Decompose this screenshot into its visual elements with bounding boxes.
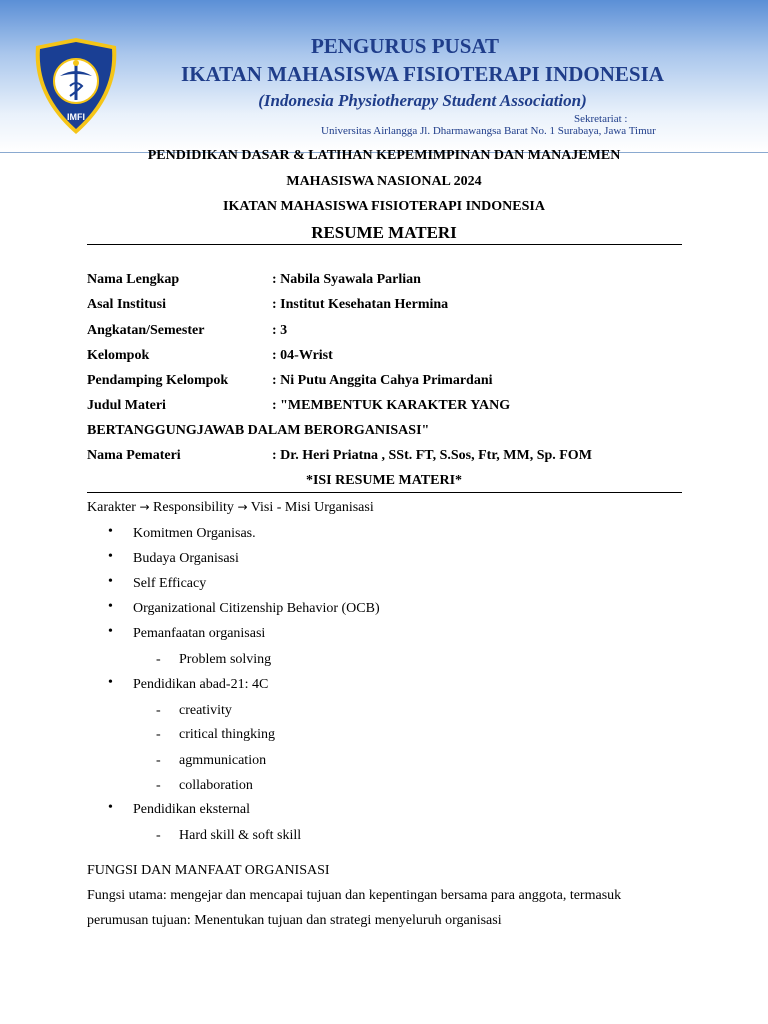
bullet-icon: • xyxy=(108,549,113,564)
sub-list-item: Hard skill & soft skill xyxy=(179,828,302,843)
list-item: Pendidikan abad-21: 4C xyxy=(133,677,269,692)
list-item: Organizational Citizenship Behavior (OCB) xyxy=(133,601,380,616)
header-pengurus: PENGURUS PUSAT xyxy=(310,34,500,58)
bullet-icon: • xyxy=(108,524,113,539)
list-item: Pemanfaatan organisasi xyxy=(133,626,266,641)
sub-list-item: Problem solving xyxy=(179,652,272,667)
doc-title-line1: PENDIDIKAN DASAR & LATIHAN KEPEMIMPINAN DAN MANAJEMEN xyxy=(147,148,621,163)
header-subtitle: (Indonesia Physiotherapy Student Association) xyxy=(258,91,587,110)
letterhead xyxy=(0,0,768,153)
sub-list-item: collaboration xyxy=(179,778,253,793)
sub-list-item: creativity xyxy=(179,703,232,718)
sub-list-item: critical thingking xyxy=(179,727,276,742)
logo-abbr: IMFI xyxy=(67,112,85,122)
sub-list-item: agmmunication xyxy=(179,753,267,768)
bullet-icon: • xyxy=(108,675,113,690)
bullet-icon: • xyxy=(108,599,113,614)
dash-icon: - xyxy=(156,778,161,793)
arrow-right-icon: → xyxy=(139,500,150,514)
flow-line: Karakter → Responsibility → Visi - Misi Urganisasi xyxy=(87,500,374,515)
doc-title-line2: MAHASISWA NASIONAL 2024 xyxy=(286,174,482,189)
arrow-right-icon: → xyxy=(237,500,248,514)
dash-icon: - xyxy=(156,652,161,667)
sekretariat-address: Universitas Airlangga Jl. Dharmawangsa Barat No. 1 Surabaya, Jawa Timur xyxy=(321,125,656,137)
bullet-icon: • xyxy=(108,800,113,815)
dash-icon: - xyxy=(156,753,161,768)
judul-continuation: BERTANGGUNGJAWAB DALAM BERORGANISASI" xyxy=(87,423,430,438)
isi-divider xyxy=(87,492,682,493)
title-divider xyxy=(87,244,682,245)
doc-title-resume: RESUME MATERI xyxy=(311,223,457,242)
section-heading-fungsi: FUNGSI DAN MANFAAT ORGANISASI xyxy=(87,863,330,878)
list-item: Pendidikan eksternal xyxy=(133,802,251,817)
bullet-icon: • xyxy=(108,574,113,589)
bullet-icon: • xyxy=(108,624,113,639)
list-item: Budaya Organisasi xyxy=(133,551,239,566)
list-item: Komitmen Organisas. xyxy=(133,526,256,541)
dash-icon: - xyxy=(156,727,161,742)
list-item: Self Efficacy xyxy=(133,576,207,591)
doc-title-line3: IKATAN MAHASISWA FISIOTERAPI INDONESIA xyxy=(223,199,545,214)
dash-icon: - xyxy=(156,828,161,843)
sekretariat-label: Sekretariat : xyxy=(574,113,628,125)
isi-resume-heading: *ISI RESUME MATERI* xyxy=(305,473,463,488)
header-organization: IKATAN MAHASISWA FISIOTERAPI INDONESIA xyxy=(181,62,664,86)
paragraph-line: perumusan tujuan: Menentukan tujuan dan strategi menyeluruh organisasi xyxy=(87,913,502,928)
paragraph-line: Fungsi utama: mengejar dan mencapai tujuan dan kepentingan bersama para anggota, termasuk xyxy=(87,888,622,903)
dash-icon: - xyxy=(156,703,161,718)
